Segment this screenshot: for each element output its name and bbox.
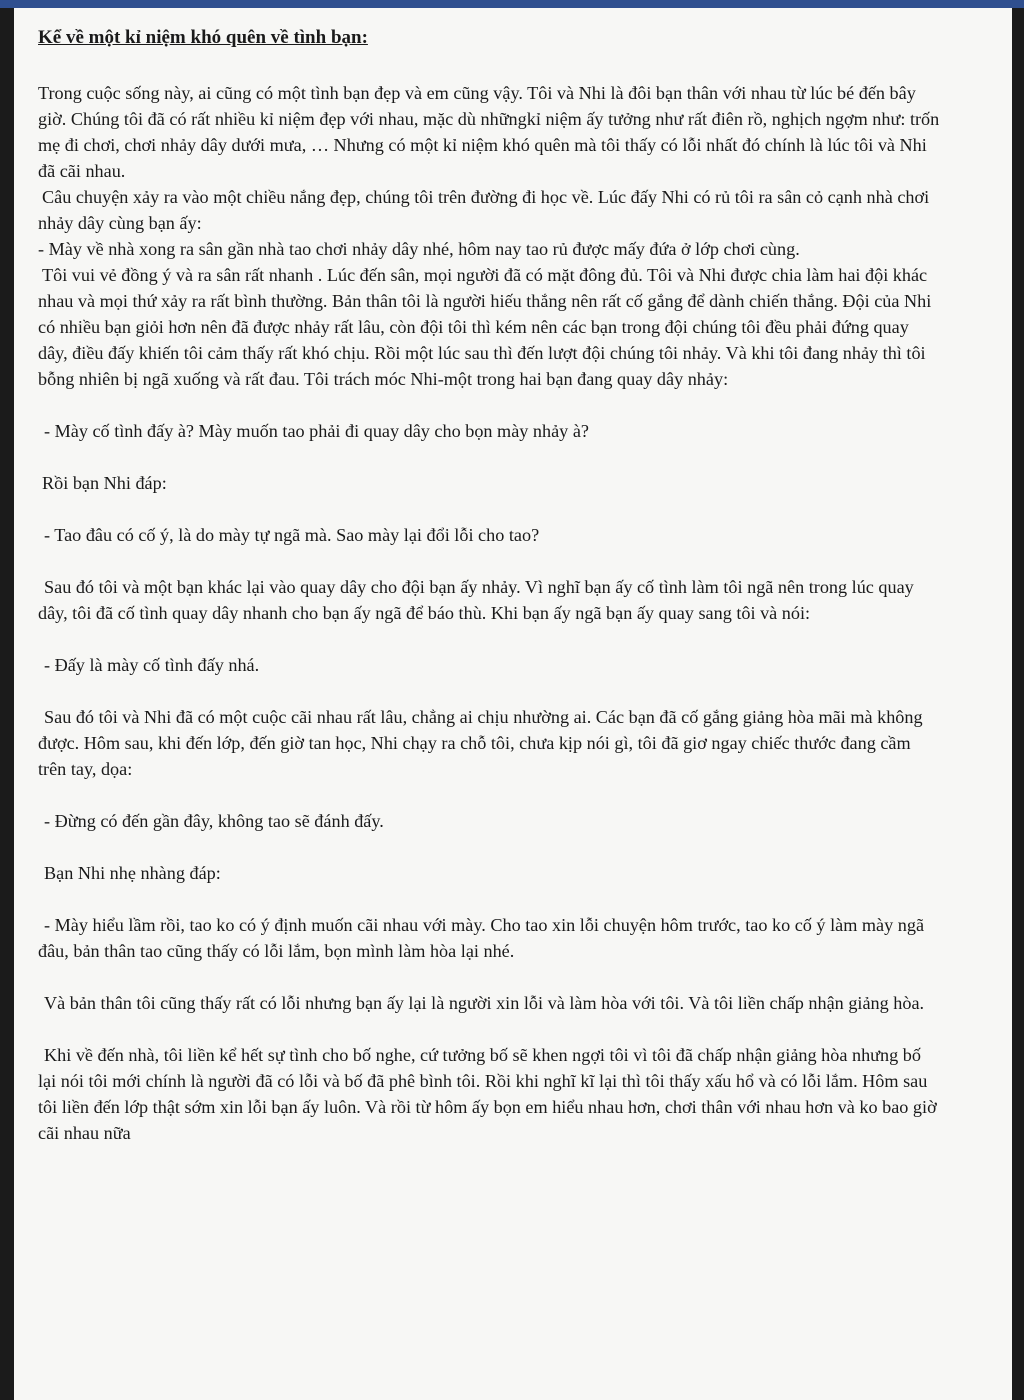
paragraph-reply-intro: Bạn Nhi nhẹ nhàng đáp:: [44, 863, 221, 883]
paragraph-revenge: Sau đó tôi và một bạn khác lại vào quay dây cho đội bạn ấy nhảy. Vì nghĩ bạn ấy cố tình làm tôi ngã nên trong lúc quay dây, tôi đã cố tình quay dây nhanh cho bạn ấy ngã để báo thù. Khi bạn ấy ngã bạn ấy quay sang tôi và nói:: [38, 577, 914, 623]
dialogue-line: - Đấy là mày cố tình đấy nhá.: [44, 655, 260, 675]
paragraph-intro: Trong cuộc sống này, ai cũng có một tình bạn đẹp và em cũng vậy. Tôi và Nhi là đôi bạn thân với nhau từ lúc bé đến bây giờ. Chúng tôi đã có rất nhiều kỉ niệm đẹp với nhau, mặc dù nhữngkỉ niệm ấy tưởng như rất điên rồ, nghịch ngợm như: trốn mẹ đi chơi, chơi nhảy dây dưới mưa, … Nhưng có một kỉ niệm khó quên mà tôi thấy có lỗi nhất đó chính là lúc tôi và Nhi đã cãi nhau.: [38, 83, 940, 181]
window-top-bar: [0, 0, 1024, 8]
dialogue-line: - Mày cố tình đấy à? Mày muốn tao phải đi quay dây cho bọn mày nhảy à?: [44, 421, 589, 441]
paragraph-conclusion: Khi về đến nhà, tôi liền kể hết sự tình cho bố nghe, cứ tưởng bố sẽ khen ngợi tôi vì tôi đã chấp nhận giảng hòa nhưng bố lại nói tôi mới chính là người đã có lỗi và bố đã phê bình tôi. Rồi khi nghĩ kĩ lại thì tôi thấy xấu hổ và có lỗi lắm. Hôm sau tôi liền đến lớp thật sớm xin lỗi bạn ấy luôn. Và rồi từ hôm ấy bọn em hiểu nhau hơn, chơi thân với nhau hơn và ko bao giờ cãi nhau nữa: [38, 1045, 937, 1143]
paragraph-game: Tôi vui vẻ đồng ý và ra sân rất nhanh . Lúc đến sân, mọi người đã có mặt đông đủ. Tôi và Nhi được chia làm hai đội khác nhau và mọi thứ xảy ra rất bình thường. Bản thân tôi là người hiếu thắng nên rất cố gắng để dành chiến thắng. Đội của Nhi có nhiều bạn giỏi hơn nên đã được nhảy rất lâu, còn đội tôi thì kém nên các bạn trong đội chúng tôi đều phải đứng quay dây, điều đấy khiến tôi cảm thấy rất khó chịu. Rồi một lúc sau thì đến lượt đội chúng tôi nhảy. Và khi tôi đang nhảy thì tôi bỗng nhiên bị ngã xuống và rất đau. Tôi trách móc Nhi-một trong hai bạn đang quay dây nhảy:: [38, 265, 932, 389]
dialogue-line: - Mày hiểu lầm rồi, tao ko có ý định muốn cãi nhau với mày. Cho tao xin lỗi chuyện hôm trước, tao ko cố ý làm mày ngã đâu, bản thân tao cũng thấy có lỗi lắm, bọn mình làm hòa lại nhé.: [38, 915, 925, 961]
dialogue-line: - Tao đâu có cố ý, là do mày tự ngã mà. Sao mày lại đổi lỗi cho tao?: [44, 525, 540, 545]
document-title: Kể về một kỉ niệm khó quên về tình bạn:: [38, 27, 368, 48]
paragraph-story-start: Câu chuyện xảy ra vào một chiều nắng đẹp, chúng tôi trên đường đi học về. Lúc đấy Nhi có rủ tôi ra sân cỏ cạnh nhà chơi nhảy dây cùng bạn ấy:: [38, 187, 930, 233]
document-page: [14, 8, 1012, 1400]
dialogue-line: - Mày về nhà xong ra sân gần nhà tao chơi nhảy dây nhé, hôm nay tao rủ được mấy đứa ở lớp chơi cùng.: [38, 239, 800, 259]
paragraph-reconcile: Và bản thân tôi cũng thấy rất có lỗi nhưng bạn ấy lại là người xin lỗi và làm hòa với tôi. Và tôi liền chấp nhận giảng hòa.: [44, 993, 925, 1013]
dialogue-line: - Đừng có đến gần đây, không tao sẽ đánh đấy.: [44, 811, 384, 831]
paragraph-reply-intro: Rồi bạn Nhi đáp:: [42, 473, 167, 493]
paragraph-argument: Sau đó tôi và Nhi đã có một cuộc cãi nhau rất lâu, chẳng ai chịu nhường ai. Các bạn đã cố gắng giảng hòa mãi mà không được. Hôm sau, khi đến lớp, đến giờ tan học, Nhi chạy ra chỗ tôi, chưa kịp nói gì, tôi đã giơ ngay chiếc thước đang cầm trên tay, dọa:: [38, 707, 923, 779]
